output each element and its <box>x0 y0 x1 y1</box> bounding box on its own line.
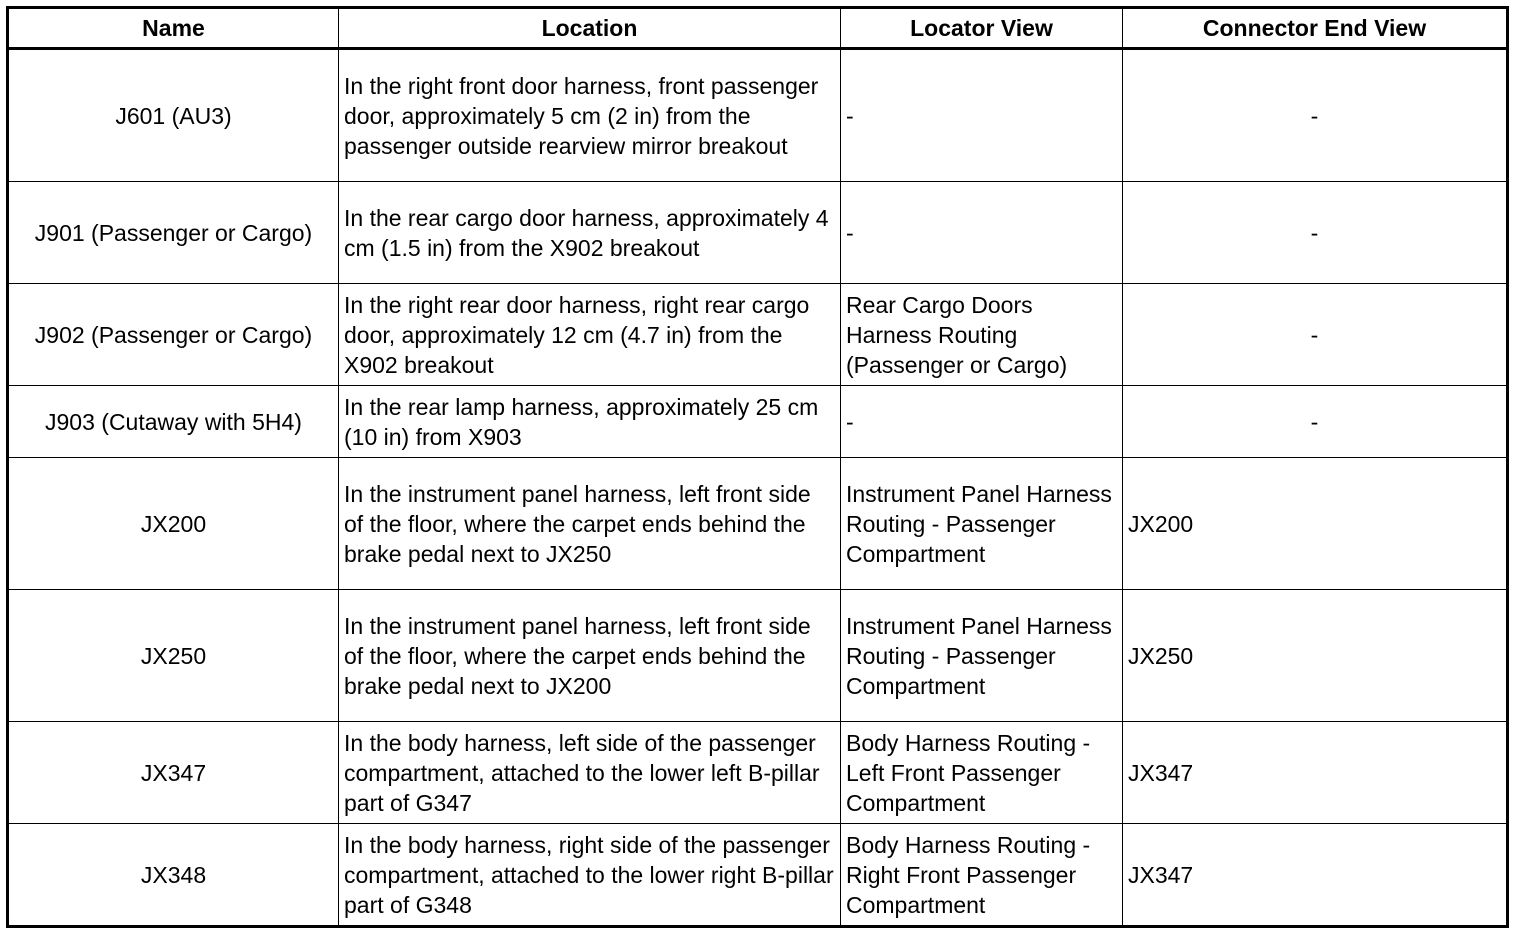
cell-connector-end-view: - <box>1123 49 1508 182</box>
connector-table-container <box>6 6 1506 928</box>
cell-connector-end-view: - <box>1123 284 1508 386</box>
header-locator-view: Locator View <box>841 8 1123 49</box>
cell-location: In the rear lamp harness, approximately 25 cm (10 in) from X903 <box>339 386 841 458</box>
header-name: Name <box>8 8 339 49</box>
cell-location: In the instrument panel harness, left front side of the floor, where the carpet ends behind the brake pedal next to JX200 <box>339 590 841 722</box>
table-row <box>8 722 1508 824</box>
cell-connector-end-view: - <box>1123 182 1508 284</box>
cell-name: JX348 <box>8 824 339 927</box>
cell-name: J903 (Cutaway with 5H4) <box>8 386 339 458</box>
cell-locator-view: - <box>841 386 1123 458</box>
cell-location: In the body harness, right side of the passenger compartment, attached to the lower right B-pillar part of G348 <box>339 824 841 927</box>
cell-name: J601 (AU3) <box>8 49 339 182</box>
cell-location: In the right rear door harness, right rear cargo door, approximately 12 cm (4.7 in) from the X902 breakout <box>339 284 841 386</box>
table-row <box>8 458 1508 590</box>
cell-connector-end-view: JX250 <box>1123 590 1508 722</box>
cell-locator-view: Instrument Panel Harness Routing - Passenger Compartment <box>841 458 1123 590</box>
cell-location: In the instrument panel harness, left front side of the floor, where the carpet ends behind the brake pedal next to JX250 <box>339 458 841 590</box>
cell-name: J902 (Passenger or Cargo) <box>8 284 339 386</box>
cell-locator-view: Body Harness Routing - Left Front Passenger Compartment <box>841 722 1123 824</box>
cell-connector-end-view: - <box>1123 386 1508 458</box>
table-row <box>8 182 1508 284</box>
cell-locator-view: - <box>841 49 1123 182</box>
table-row <box>8 386 1508 458</box>
cell-location: In the body harness, left side of the passenger compartment, attached to the lower left B-pillar part of G347 <box>339 722 841 824</box>
cell-locator-view: Instrument Panel Harness Routing - Passenger Compartment <box>841 590 1123 722</box>
cell-connector-end-view: JX200 <box>1123 458 1508 590</box>
cell-name: JX250 <box>8 590 339 722</box>
table-header-row <box>8 8 1508 49</box>
cell-locator-view: - <box>841 182 1123 284</box>
cell-location: In the right front door harness, front passenger door, approximately 5 cm (2 in) from the passenger outside rearview mirror breakout <box>339 49 841 182</box>
cell-name: JX347 <box>8 722 339 824</box>
cell-name: JX200 <box>8 458 339 590</box>
connector-table <box>6 6 1509 928</box>
cell-location: In the rear cargo door harness, approximately 4 cm (1.5 in) from the X902 breakout <box>339 182 841 284</box>
cell-locator-view: Body Harness Routing - Right Front Passenger Compartment <box>841 824 1123 927</box>
header-location: Location <box>339 8 841 49</box>
table-row <box>8 590 1508 722</box>
cell-name: J901 (Passenger or Cargo) <box>8 182 339 284</box>
table-row <box>8 49 1508 182</box>
cell-connector-end-view: JX347 <box>1123 722 1508 824</box>
table-row <box>8 284 1508 386</box>
cell-locator-view: Rear Cargo Doors Harness Routing (Passenger or Cargo) <box>841 284 1123 386</box>
cell-connector-end-view: JX347 <box>1123 824 1508 927</box>
header-connector-end-view: Connector End View <box>1123 8 1508 49</box>
table-row <box>8 824 1508 927</box>
